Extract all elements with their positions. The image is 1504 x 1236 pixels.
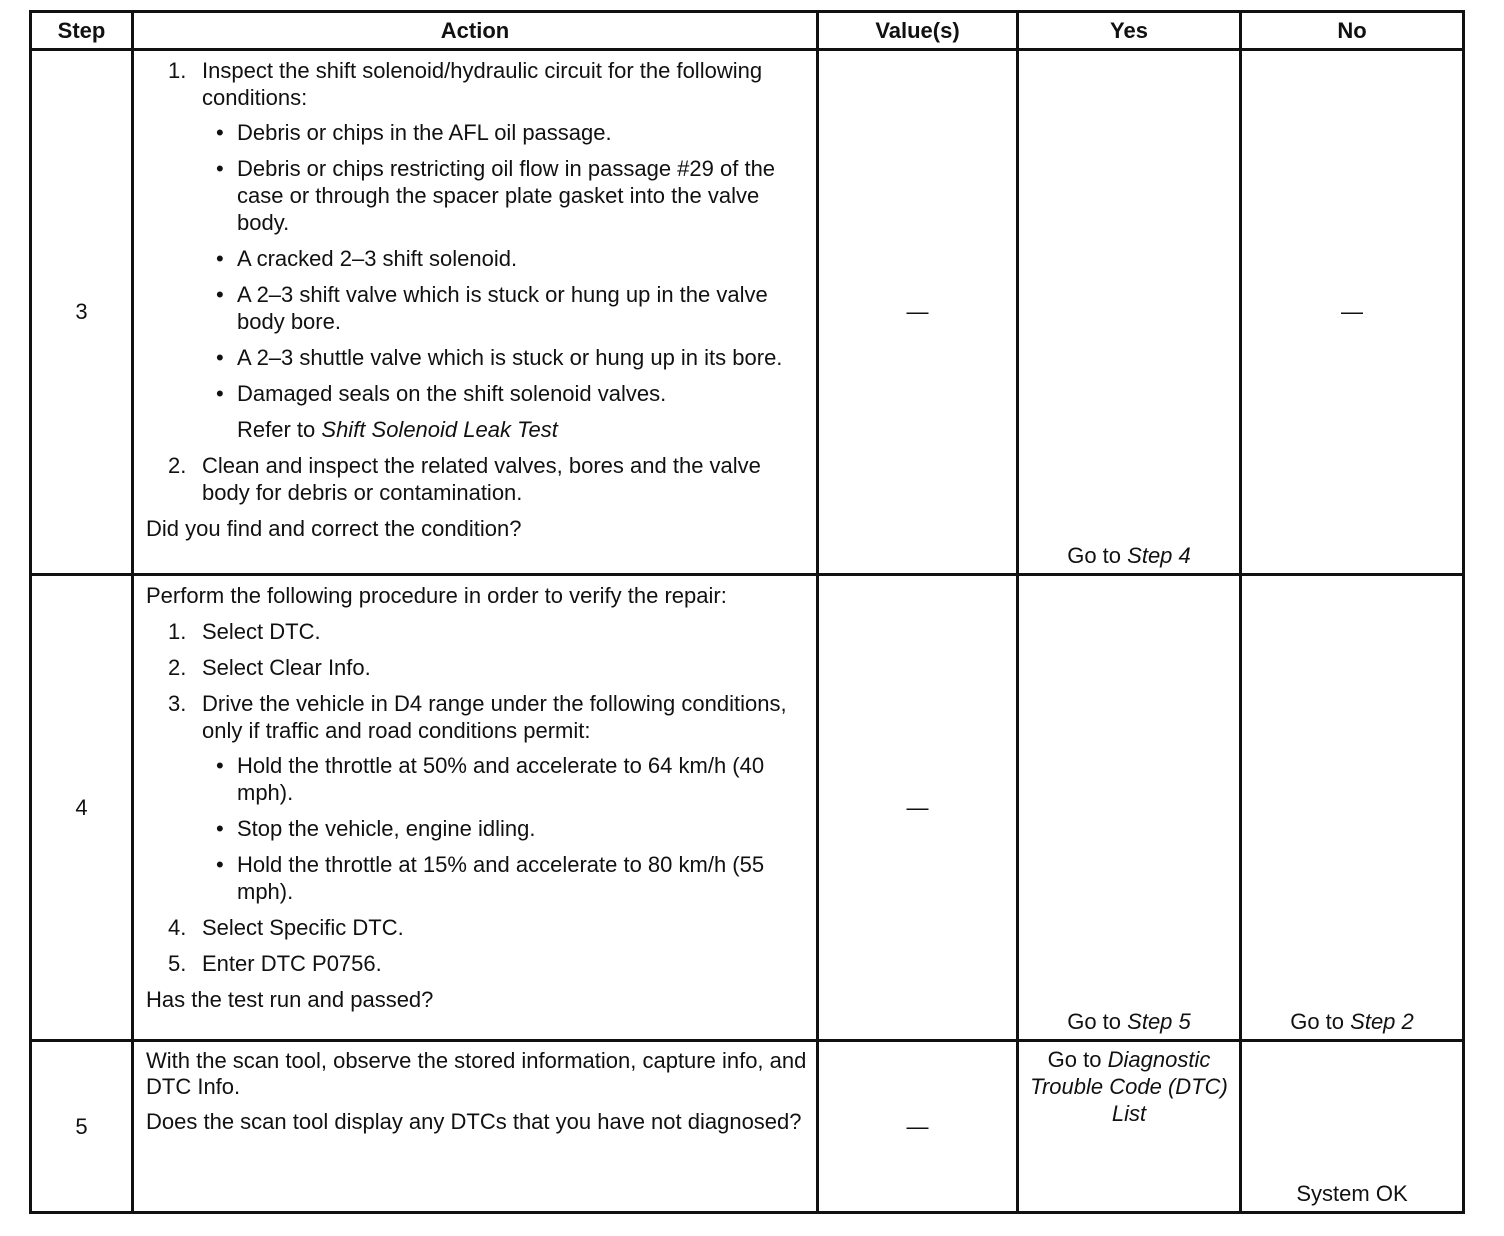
question-text: Does the scan tool display any DTCs that you have not diagnosed? xyxy=(146,1109,802,1134)
header-values: Value(s) xyxy=(818,12,1018,50)
header-step: Step xyxy=(31,12,133,50)
diagnostic-table xyxy=(29,10,1465,1214)
value-cell: — xyxy=(818,1041,1018,1213)
value-cell: — xyxy=(818,575,1018,1041)
action-cell xyxy=(133,575,818,1041)
action-steps xyxy=(146,57,808,506)
no-cell xyxy=(1241,1041,1464,1213)
dtc-list-link[interactable]: Diagnostic Trouble Code (DTC) List xyxy=(1030,1047,1228,1126)
step-number: 5 xyxy=(31,1041,133,1213)
header-yes: Yes xyxy=(1018,12,1241,50)
bullet-item: • A cracked 2–3 shift solenoid. xyxy=(216,246,518,271)
refer-note: Refer to Shift Solenoid Leak Test xyxy=(237,417,558,442)
header-action: Action xyxy=(133,12,818,50)
question-text: Has the test run and passed? xyxy=(146,987,434,1012)
table-row-step-4 xyxy=(31,575,1464,1041)
bullet-item: • Debris or chips in the AFL oil passage. xyxy=(216,120,612,145)
action-item xyxy=(168,57,808,443)
item-text: Clean and inspect the related valves, bores and the valve body for debris or contamination. xyxy=(202,453,761,505)
action-item: 2. Select Clear Info. xyxy=(168,655,371,680)
goto-step-5-link[interactable]: Step 5 xyxy=(1127,1009,1191,1034)
system-ok-text: System OK xyxy=(1296,1181,1408,1206)
action-steps xyxy=(146,618,808,977)
bullet-item: • Damaged seals on the shift solenoid valves. xyxy=(216,381,667,406)
yes-cell: Go to Step 4 xyxy=(1018,50,1241,575)
refer-link[interactable]: Shift Solenoid Leak Test xyxy=(321,417,558,442)
bullet-item: • Stop the vehicle, engine idling. xyxy=(216,816,536,841)
question-text: Did you find and correct the condition? xyxy=(146,516,522,541)
item-text: Inspect the shift solenoid/hydraulic circuit for the following conditions: xyxy=(202,58,763,110)
goto-step-2-link[interactable]: Step 2 xyxy=(1350,1009,1414,1034)
goto-step-4-link[interactable]: Step 4 xyxy=(1127,543,1191,568)
step-number: 3 xyxy=(31,50,133,575)
value-cell: — xyxy=(818,50,1018,575)
intro-text: Perform the following procedure in order to verify the repair: xyxy=(146,583,727,608)
action-cell xyxy=(133,50,818,575)
item-number: 2. xyxy=(168,453,187,478)
bullet-item: • A 2–3 shift valve which is stuck or hung up in the valve body bore. xyxy=(216,282,768,334)
no-cell: Go to Step 2 xyxy=(1241,575,1464,1041)
action-item: 1. Select DTC. xyxy=(168,619,321,644)
yes-cell: Go to Step 5 xyxy=(1018,575,1241,1041)
observe-text: With the scan tool, observe the stored information, capture info, and DTC Info. xyxy=(146,1048,807,1099)
no-cell: — xyxy=(1241,50,1464,575)
action-item: 3. Drive the vehicle in D4 range under the following conditions, only if traffic and road conditions permit: • Hold the throttle at 50% and accelerate to 64 km/h (40 mph). • Stop the vehicle, engine idling. • Hold the throttle at 15% and accelerate to 80 km/h (55 mph). xyxy=(168,690,808,905)
action-cell xyxy=(133,1041,818,1213)
table-row-step-5 xyxy=(31,1041,1464,1213)
action-item: 4. Select Specific DTC. xyxy=(168,915,404,940)
yes-cell: Go to Diagnostic Trouble Code (DTC) List xyxy=(1018,1041,1241,1213)
step-number: 4 xyxy=(31,575,133,1041)
bullet-item: • Hold the throttle at 50% and accelerate to 64 km/h (40 mph). xyxy=(216,753,765,805)
condition-list xyxy=(202,752,808,905)
bullet-item: • Debris or chips restricting oil flow in passage #29 of the case or through the spacer plate gasket into the valve body. xyxy=(216,156,776,235)
item-number: 1. xyxy=(168,58,187,83)
bullet-item: • A 2–3 shuttle valve which is stuck or hung up in its bore. xyxy=(216,345,783,370)
table-row-step-3 xyxy=(31,50,1464,575)
action-item xyxy=(168,452,808,506)
header-no: No xyxy=(1241,12,1464,50)
bullet-item: • Hold the throttle at 15% and accelerate to 80 km/h (55 mph). xyxy=(216,852,765,904)
condition-list xyxy=(202,119,808,407)
action-item: 5. Enter DTC P0756. xyxy=(168,951,382,976)
header-row xyxy=(31,12,1464,50)
